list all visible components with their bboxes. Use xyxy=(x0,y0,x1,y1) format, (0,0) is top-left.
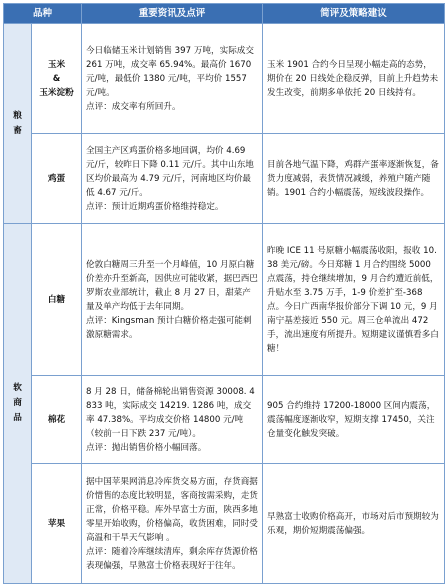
futures-report-table xyxy=(3,3,445,584)
info-comment: 点评：Kingsman 预计白糖价格走强可能刺激原糖需求。 xyxy=(86,315,252,340)
table-row xyxy=(4,464,445,584)
item-cell xyxy=(32,464,82,584)
advice-cell xyxy=(263,24,445,134)
info-cell xyxy=(82,464,263,584)
item-cell xyxy=(32,376,82,464)
info-comment: 点评：预计近期鸡蛋价格维持稳定。 xyxy=(86,201,224,212)
advice-cell xyxy=(263,224,445,376)
table-row xyxy=(4,376,445,464)
item-name-line: 玉米 xyxy=(47,59,66,70)
info-comment: 点评：成交率有所回升。 xyxy=(86,101,181,112)
item-name-line: 棉花 xyxy=(47,414,66,425)
header-advice: 简评及策略建议 xyxy=(263,4,445,24)
info-text: 全国主产区鸡蛋价格多地回调，均价 4.69 元/斤，较昨日下降 0.11 元/斤。其中山东地区均价最高为 4.79 元/斤，河南地区均价最低 4.67 元/斤。 xyxy=(86,145,254,198)
item-cell xyxy=(32,134,82,224)
info-text: 8 月 28 日，储备棉轮出销售资源 30008. 4833 吨，实际成交 14219. 1286 吨，成交率 47.38%。平均成交价格 14800 元/吨（较前一日下跌 237 元/吨）。 xyxy=(86,386,255,439)
info-text: 今日临储玉米计划销售 397 万吨，实际成交 261 万吨，成交率 65.94%。最高价 1670 元/吨，最低价 1380 元/吨，平均价 1557 元/吨。 xyxy=(86,45,254,98)
info-cell xyxy=(82,24,263,134)
item-name-line: 玉米淀粉 xyxy=(39,87,74,98)
item-name-line: 鸡蛋 xyxy=(47,173,66,184)
advice-text: 目前各地气温下降，鸡群产蛋率逐渐恢复，备货力度减弱，表货情况减缓，养殖户随产随销。1901 合约小幅震荡，短线波段操作。 xyxy=(267,159,439,198)
header-row xyxy=(4,4,445,24)
advice-cell xyxy=(263,464,445,584)
item-cell xyxy=(32,24,82,134)
info-text: 伦敦白糖周三升至一个月峰值，10 月原白糖价差亦升至新高，因供应可能收紧，据巴西巴罗斯农业部统计，截止 8 月 27 日，甜菜产量及单产均低于去年同期。 xyxy=(86,259,258,312)
table-row xyxy=(4,24,445,134)
header-info: 重要资讯及点评 xyxy=(82,4,263,24)
item-name-line: 苹果 xyxy=(47,518,66,529)
advice-text: 早熟富士收购价格高开，市场对后市预期较为乐观，期价短期震荡偏强。 xyxy=(267,511,439,536)
advice-text: 905 合约维持 17200-18000 区间内震荡，震荡幅度逐渐收窄，短期支撑 17450，关注仓量变化触发突破。 xyxy=(267,400,436,439)
advice-text: 昨晚 ICE 11 号原糖小幅震荡收阳，报收 10.38 美元/磅。今日郑糖 1 月合约围绕 5000 点震荡，持仓继续增加，9 月合约遭近前低，升贴水至 3.75 万手，1-9 价差扩至-368 点。今日广西南华报价部分下调 10 元，9 月南宁基差接近 550 元。周三仓单流出 472 手，流出速度有所提升。短期建议谨慎看多白糖！ xyxy=(267,245,439,354)
info-cell xyxy=(82,224,263,376)
category-cell xyxy=(4,24,32,224)
header-category: 品种 xyxy=(4,4,82,24)
table-row xyxy=(4,224,445,376)
item-name-line: & xyxy=(52,73,61,84)
category-label: 软商品 xyxy=(13,383,22,423)
table-row xyxy=(4,134,445,224)
info-comment: 点评：抛出销售价格小幅回落。 xyxy=(86,442,207,453)
info-text: 据中国苹果网消息冷库货交易方面，存货商据价惜售的态度比较明显，客商按需采购，走货正常，价格平稳。库外早富士方面，陕西多地零星开始收购，价格偏高，收货困难，同时受高温和干旱天气影响 。 xyxy=(86,476,258,543)
advice-cell xyxy=(263,134,445,224)
info-comment: 点评：随着冷库继续清库，剩余库存货源价格表现偏强，早熟富士价格表现好于往年。 xyxy=(86,546,258,571)
item-cell xyxy=(32,224,82,376)
item-name-line: 白糖 xyxy=(47,294,66,305)
info-cell xyxy=(82,134,263,224)
advice-text: 玉米 1901 合约今日呈现小幅走高的态势，期价在 20 日线处企稳反弹，目前上升趋势未发生改变，前期多单依托 20 日线持有。 xyxy=(267,59,439,98)
advice-cell xyxy=(263,376,445,464)
category-label: 粮畜 xyxy=(13,110,22,136)
info-cell xyxy=(82,376,263,464)
category-cell xyxy=(4,224,32,584)
